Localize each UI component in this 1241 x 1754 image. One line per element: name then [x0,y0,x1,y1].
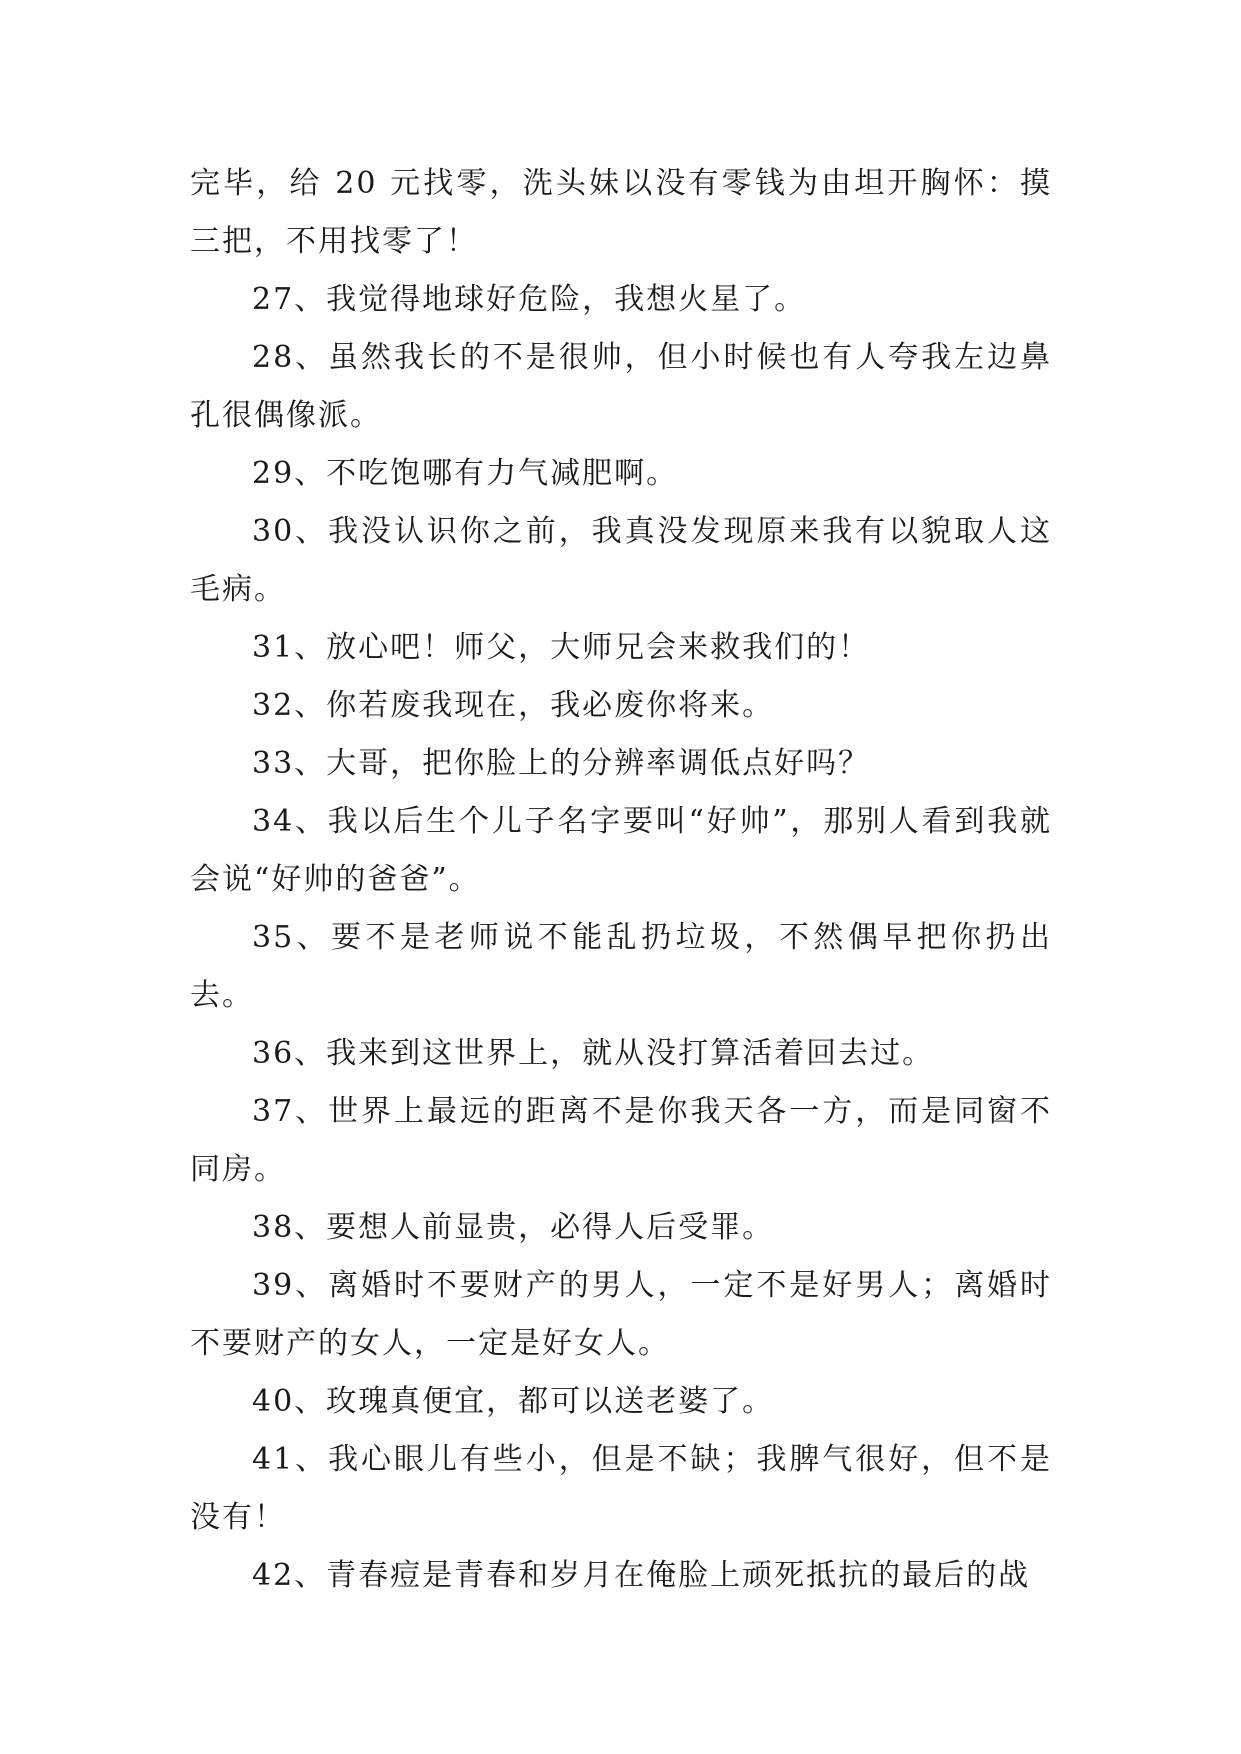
document-body [190,155,1052,1605]
paragraph: 31、放心吧！师父，大师兄会来救我们的！ [252,630,871,665]
paragraph: 32、你若废我现在，我必废你将来。 [252,688,775,723]
paragraph: 33、大哥，把你脸上的分辨率调低点好吗？ [252,746,871,781]
paragraph: 29、不吃饱哪有力气减肥啊。 [252,456,679,491]
paragraph: 完毕，给 20 元找零，洗头妹以没有零钱为由坦开胸怀：摸三把，不用找零了！ [190,166,1052,259]
paragraph: 34、我以后生个儿子名字要叫“好帅”，那别人看到我就会说“好帅的爸爸”。 [190,804,1052,897]
paragraph: 27、我觉得地球好危险，我想火星了。 [252,282,807,317]
paragraph: 42、青春痘是青春和岁月在俺脸上顽死抵抗的最后的战 [252,1558,1031,1593]
paragraph: 39、离婚时不要财产的男人，一定不是好男人；离婚时不要财产的女人，一定是好女人。 [190,1268,1052,1361]
paragraph: 41、我心眼儿有些小，但是不缺；我脾气很好，但不是没有！ [190,1442,1052,1535]
paragraph: 30、我没认识你之前，我真没发现原来我有以貌取人这毛病。 [190,514,1052,607]
paragraph: 37、世界上最远的距离不是你我天各一方，而是同窗不同房。 [190,1094,1052,1187]
paragraph: 36、我来到这世界上，就从没打算活着回去过。 [252,1036,935,1071]
paragraph: 38、要想人前显贵，必得人后受罪。 [252,1210,775,1245]
paragraph: 28、虽然我长的不是很帅，但小时候也有人夸我左边鼻孔很偶像派。 [190,340,1052,433]
paragraph: 35、要不是老师说不能乱扔垃圾，不然偶早把你扔出去。 [190,920,1052,1013]
paragraph: 40、玫瑰真便宜，都可以送老婆了。 [252,1384,775,1419]
